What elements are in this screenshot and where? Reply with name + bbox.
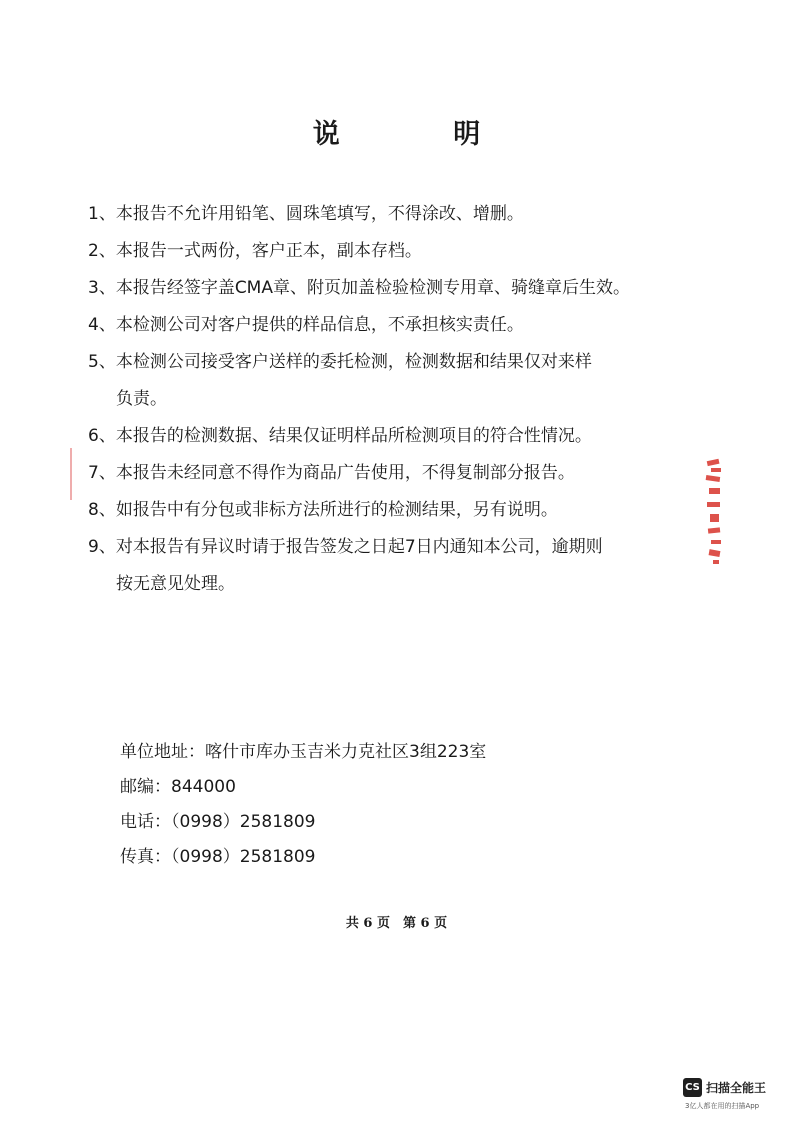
page-title: 说 明 xyxy=(312,119,533,150)
scanner-watermark xyxy=(683,1078,783,1114)
contact-phone: 电话：（0998）2581809 xyxy=(120,812,316,832)
contact-block xyxy=(120,735,486,875)
cs-logo-icon: CS xyxy=(683,1078,702,1097)
scanner-tagline: 3亿人都在用的扫描App xyxy=(685,1102,760,1110)
note-item-5: 5、本检测公司接受客户送样的委托检测，检测数据和结果仅对来样 xyxy=(88,352,592,372)
note-item-9: 9、对本报告有异议时请于报告签发之日起7日内通知本公司，逾期则 xyxy=(88,537,603,557)
notes-list xyxy=(88,196,678,603)
contact-postcode: 邮编：844000 xyxy=(120,777,236,797)
note-item-6: 6、本报告的检测数据、结果仅证明样品所检测项目的符合性情况。 xyxy=(88,426,592,446)
contact-address: 单位地址：喀什市库办玉吉米力克社区3组223室 xyxy=(120,742,487,762)
page-counter: 共 6 页 第 6 页 xyxy=(345,916,448,931)
note-item-9-continuation: 按无意见处理。 xyxy=(116,574,235,594)
note-item-8: 8、如报告中有分包或非标方法所进行的检测结果，另有说明。 xyxy=(88,500,558,520)
note-item-1: 1、本报告不允许用铅笔、圆珠笔填写，不得涂改、增删。 xyxy=(88,204,524,224)
scanner-app-name: 扫描全能王 xyxy=(706,1081,767,1095)
contact-fax: 传真：（0998）2581809 xyxy=(120,847,316,867)
note-item-7: 7、本报告未经同意不得作为商品广告使用，不得复制部分报告。 xyxy=(88,463,575,483)
note-item-5-continuation: 负责。 xyxy=(116,389,167,409)
note-item-2: 2、本报告一式两份，客户正本，副本存档。 xyxy=(88,241,422,261)
note-item-4: 4、本检测公司对客户提供的样品信息，不承担核实责任。 xyxy=(88,315,524,335)
seam-stamp-icon xyxy=(703,458,725,566)
left-edge-mark xyxy=(70,448,72,500)
note-item-3: 3、本报告经签字盖CMA章、附页加盖检验检测专用章、骑缝章后生效。 xyxy=(88,278,630,298)
